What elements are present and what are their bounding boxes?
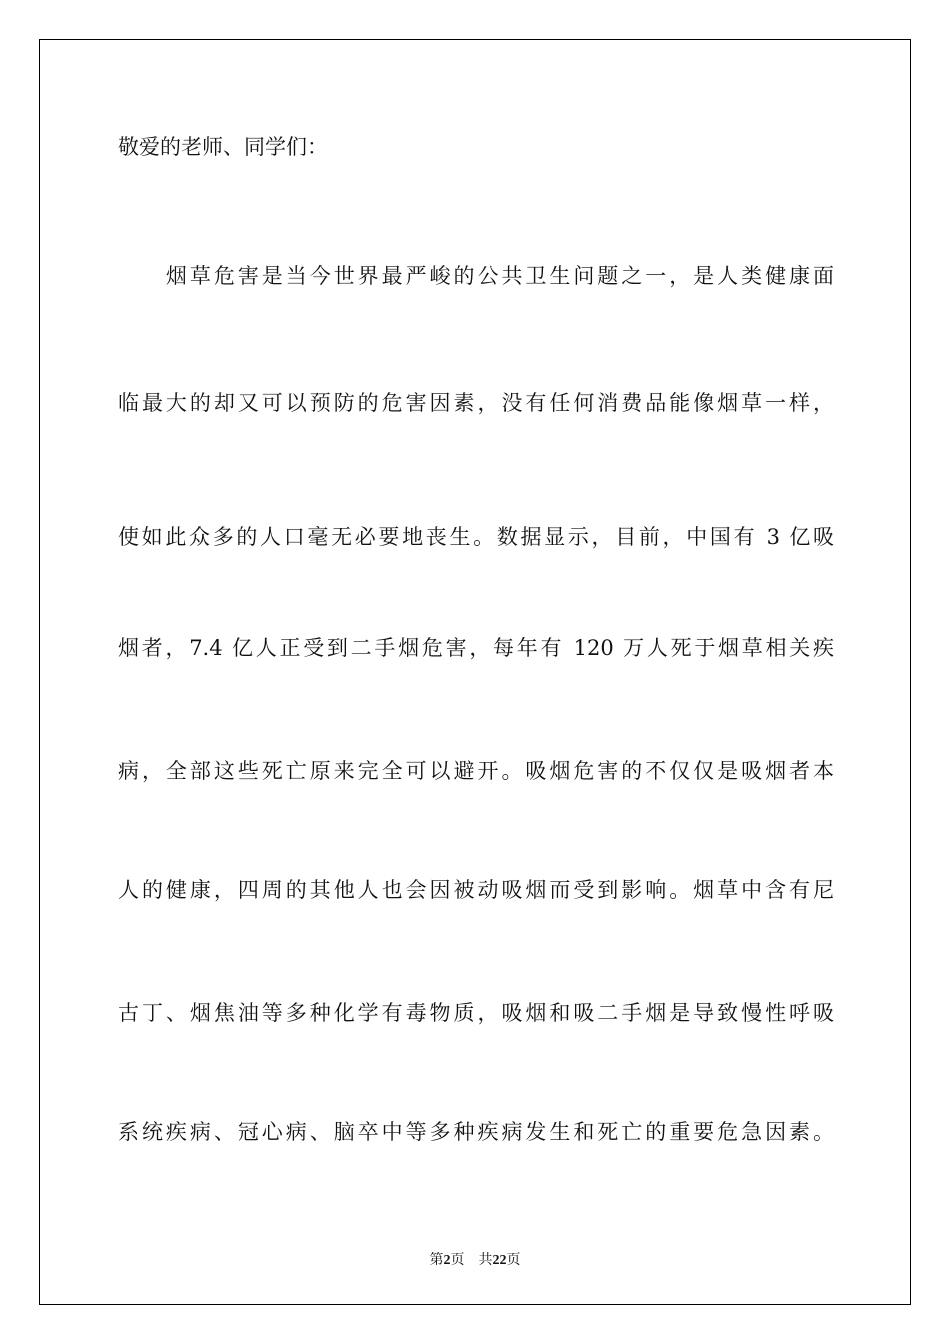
- paragraph-line: 古丁、烟焦油等多种化学有毒物质，吸烟和吸二手烟是导致慢性呼吸: [118, 1001, 834, 1025]
- paragraph-line: 人的健康，四周的其他人也会因被动吸烟而受到影响。烟草中含有尼: [118, 878, 834, 902]
- paragraph-line: 烟草危害是当今世界最严峻的公共卫生问题之一，是人类健康面: [118, 264, 834, 288]
- total-pages: 22: [492, 1253, 507, 1268]
- total-prefix: 共: [478, 1253, 493, 1268]
- paragraph-line: 临最大的却又可以预防的危害因素，没有任何消费品能像烟草一样，: [118, 391, 834, 415]
- paragraph-line: 病，全部这些死亡原来完全可以避开。吸烟危害的不仅仅是吸烟者本: [118, 759, 834, 783]
- page-border: [39, 39, 911, 1305]
- page-prefix: 第: [429, 1253, 444, 1268]
- page-number: 2: [443, 1253, 451, 1268]
- paragraph-line: 系统疾病、冠心病、脑卒中等多种疾病发生和死亡的重要危急因素。: [118, 1120, 834, 1144]
- salutation-line: 敬爱的老师、同学们：: [118, 135, 328, 159]
- page-footer: [0, 1249, 950, 1269]
- paragraph-line: 使如此众多的人口毫无必要地丧生。数据显示，目前，中国有 3 亿吸: [118, 525, 834, 549]
- paragraph-line: 烟者，7.4 亿人正受到二手烟危害，每年有 120 万人死于烟草相关疾: [118, 636, 834, 660]
- page-suffix: 页: [450, 1253, 465, 1268]
- total-suffix: 页: [506, 1253, 521, 1268]
